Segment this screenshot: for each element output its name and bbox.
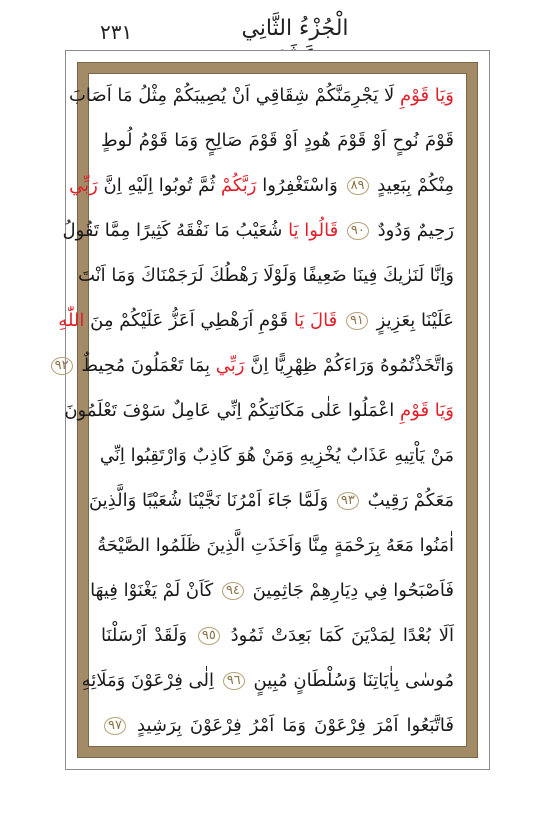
verse-text: لَا يَجْرِمَنَّكُمْ شِقَاقِي اَنْ يُصِيبَكُمْ مِثْلُ مَا اَصَابَ xyxy=(68,85,401,106)
verse-text: بِمَا تَعْمَلُونَ مُحِيطٌ xyxy=(75,355,216,376)
verse-text: اِلٰى فِرْعَوْنَ وَمَلَائِهِ xyxy=(81,670,220,691)
verse-text: وَاتَّخَذْتُمُوهُ وَرَاءَكُمْ ظِهْرِيًّا اِنَّ xyxy=(244,355,454,376)
verse-text: رَحِيمٌ وَدُودٌ xyxy=(371,220,454,241)
verse-text: اَلَا بُعْدًا لِمَدْيَنَ كَمَا بَعِدَتْ ثَمُودُ xyxy=(222,625,454,646)
page-frame xyxy=(54,50,490,770)
highlighted-word: وَيَا قَوْمِ xyxy=(400,400,454,421)
verse-text: مِنْكُمْ بِبَعِيدٍ xyxy=(371,175,454,196)
verse-number-marker: ٩٥ xyxy=(198,627,220,645)
verse-line xyxy=(99,129,456,153)
verse-line xyxy=(81,669,456,693)
verse-text: اعْمَلُوا عَلٰى مَكَانَتِكُمْ اِنِّي عَامِلٌ سَوْفَ تَعْلَمُونَ xyxy=(64,400,401,421)
verse-text: قَوْمَ نُوحٍ اَوْ قَوْمَ هُودٍ اَوْ قَوْمَ صَالِحٍ وَمَا قَوْمُ لُوطٍ xyxy=(101,130,454,151)
highlighted-word: اللّٰهِ xyxy=(58,310,85,331)
verse-text: قَوْمِ اَرَهْطِي اَعَزُّ عَلَيْكُمْ مِنَ xyxy=(84,310,294,331)
verse-text: اٰمَنُوا مَعَهُ بِرَحْمَةٍ مِنَّا وَاَخَذَتِ الَّذِينَ ظَلَمُوا الصَّيْحَةُ xyxy=(97,535,454,556)
verse-text: كَاَنْ لَمْ يَغْنَوْا فِيهَا xyxy=(90,580,219,601)
verse-line xyxy=(62,219,456,243)
verse-lines xyxy=(54,84,456,738)
verse-line xyxy=(99,624,456,648)
verse-text: ثُمَّ تُوبُوا اِلَيْهِ اِنَّ xyxy=(97,175,221,196)
verse-number-marker: ٩٧ xyxy=(104,717,126,735)
verse-number-marker: ٨٩ xyxy=(347,177,369,195)
quran-text-panel xyxy=(54,73,467,747)
verse-text: وَلَمَّا جَاءَ اَمْرُنَا نَجَّيْنَا شُعَيْبًا وَالَّذِينَ xyxy=(88,490,334,511)
verse-text: مَعَكُمْ رَقِيبٌ xyxy=(361,490,454,511)
verse-text: مَنْ يَاْتِيهِ عَذَابٌ يُخْزِيهِ وَمَنْ هُوَ كَاذِبٌ وَارْتَقِبُوا اِنِّي xyxy=(99,445,454,466)
verse-line xyxy=(69,174,456,198)
verse-number-marker: ٩٦ xyxy=(223,672,245,690)
verse-line xyxy=(99,444,456,468)
verse-text: عَلَيْنَا بِعَزِيزٍ xyxy=(370,310,454,331)
verse-text xyxy=(337,310,343,331)
verse-number-marker: ٩٢ xyxy=(51,357,73,375)
verse-line xyxy=(90,579,456,603)
page-header xyxy=(0,8,550,48)
verse-text: وَاسْتَغْفِرُوا xyxy=(256,175,344,196)
verse-line xyxy=(99,534,456,558)
verse-text: فَاَصْبَحُوا فِي دِيَارِهِمْ جَاثِمِينَ xyxy=(246,580,454,601)
highlighted-word: رَبِّي xyxy=(69,175,98,196)
verse-line xyxy=(58,309,456,333)
verse-number-marker: ٩١ xyxy=(346,312,368,330)
verse-number-marker: ٩٣ xyxy=(337,492,359,510)
verse-text: مُوسٰى بِاٰيَاتِنَا وَسُلْطَانٍ مُبِينٍ xyxy=(247,670,454,691)
verse-number-marker: ٩٤ xyxy=(222,582,244,600)
verse-text: وَاِنَّا لَنَرٰيكَ فِينَا ضَعِيفًا وَلَوْلَا رَهْطُكَ لَرَجَمْنَاكَ وَمَا اَنْتَ xyxy=(78,265,454,286)
verse-text: وَلَقَدْ اَرْسَلْنَا xyxy=(101,625,195,646)
verse-line xyxy=(78,264,456,288)
highlighted-word: رَبَّكُمْ xyxy=(220,175,257,196)
verse-line xyxy=(64,399,456,423)
verse-number-marker: ٩٠ xyxy=(347,222,369,240)
juz-title: الْجُزْءُ الثَّانِي xyxy=(241,16,349,41)
verse-line xyxy=(99,714,456,738)
highlighted-word: قَالَ يَا xyxy=(293,310,338,331)
highlighted-word: وَيَا قَوْمِ xyxy=(400,85,454,106)
verse-line xyxy=(68,84,456,108)
page-number: ٢٣١ xyxy=(100,20,133,44)
verse-text: شُعَيْبُ مَا نَفْقَهُ كَثِيرًا مِمَّا تَقُولُ xyxy=(62,220,289,241)
highlighted-word: قَالُوا يَا xyxy=(288,220,339,241)
verse-text: فَاتَّبَعُوا اَمْرَ فِرْعَوْنَ وَمَا اَمْرُ فِرْعَوْنَ بِرَشِيدٍ xyxy=(129,715,454,736)
ornamental-border xyxy=(54,62,478,758)
verse-text xyxy=(338,220,344,241)
highlighted-word: رَبِّي xyxy=(215,355,245,376)
verse-line xyxy=(88,489,456,513)
verse-line xyxy=(54,354,456,378)
